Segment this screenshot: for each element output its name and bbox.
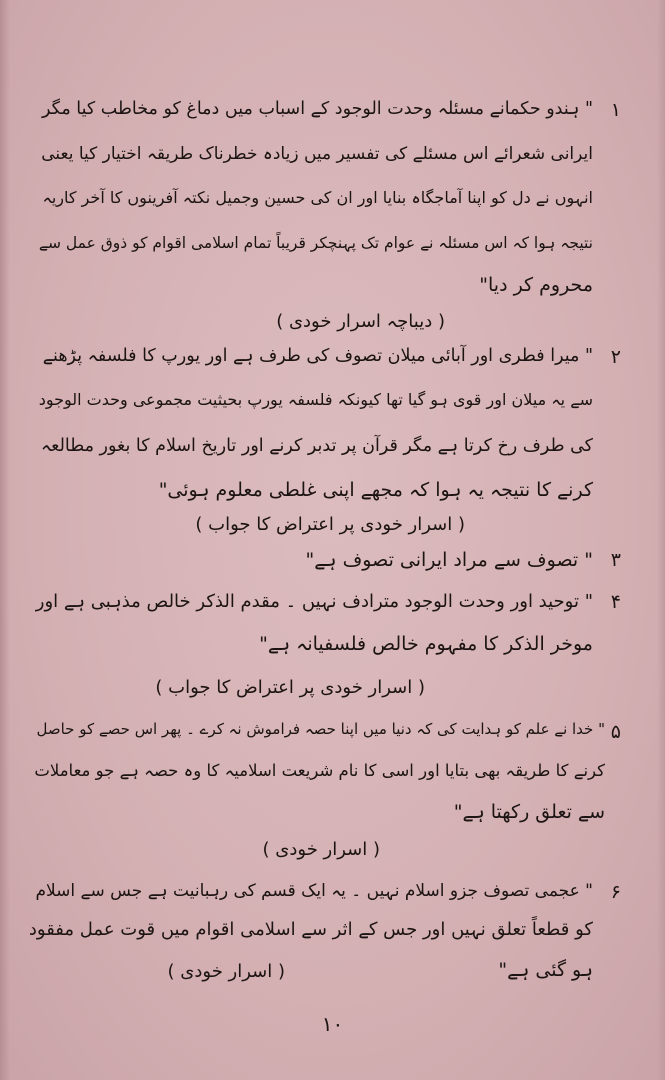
quote-line: ہو گئی ہے" xyxy=(498,959,593,981)
quote-line: موخر الذکر کا مفہوم خالص فلسفیانہ ہے" xyxy=(259,633,593,655)
quote-source: ( دیباچہ اسرار خودی ) xyxy=(276,311,445,332)
quote-source: ( اسرار خودی ) xyxy=(262,839,380,860)
quote-line: کرنے کا نتیجہ یہ ہوا کہ مجھے اپنی غلطی معلوم ہوئی" xyxy=(158,479,593,501)
quote-line: " عجمی تصوف جزو اسلام نہیں ۔ یہ ایک قسم کی رہبانیت ہے جس سے اسلام xyxy=(35,881,593,901)
quote-source: ( اسرار خودی پر اعتراض کا جواب ) xyxy=(195,514,465,535)
quote-source: ( اسرار خودی پر اعتراض کا جواب ) xyxy=(155,677,425,698)
page-edge-shadow-right xyxy=(657,0,665,1080)
quote-line: " تصوف سے مراد ایرانی تصوف ہے" xyxy=(305,549,593,571)
quote-line: نتیجہ ہوا کہ اس مسئلہ نے عوام تک پہنچکر قریباً تمام اسلامی اقوام کو ذوق عمل سے xyxy=(38,234,593,252)
quote-source: ( اسرار خودی ) xyxy=(167,961,285,982)
item-number: ۳ xyxy=(610,549,621,571)
quote-line: " توحید اور وحدت الوجود مترادف نہیں ۔ مقدم الذکر خالص مذہبی ہے اور xyxy=(35,591,593,612)
quote-line: کو قطعاً تعلق نہیں اور جس کے اثر سے اسلامی اقوام میں قوت عمل مفقود xyxy=(28,919,593,940)
page-edge-shadow-left xyxy=(0,0,10,1080)
quote-line: " خدا نے علم کو ہدایت کی کہ دنیا میں اپنا حصہ فراموش نہ کرے ۔ پھر اس حصے کو حاصل xyxy=(36,720,605,738)
item-number: ۶ xyxy=(610,881,621,903)
quote-line: کرنے کا طریقہ بھی بتایا اور اسی کا نام شریعت اسلامیہ کا وہ حصہ ہے جو معاملات xyxy=(34,761,605,780)
item-number: ۴ xyxy=(610,591,621,613)
quote-line: انہوں نے دل کو اپنا آماجگاہ بنایا اور ان کی حسین وجمیل نکتہ آفرینوں کا آخر کاریہ xyxy=(42,188,593,207)
page-number: ۱۰ xyxy=(321,1012,344,1036)
quote-line: " میرا فطری اور آبائی میلان تصوف کی طرف ہے اور یورپ کا فلسفہ پڑھنے xyxy=(42,346,593,366)
quote-line: سے یہ میلان اور قوی ہو گیا تھا کیونکہ فلسفہ یورپ بحیثیت مجموعی وحدت الوجود xyxy=(38,390,593,409)
item-number: ۲ xyxy=(610,346,621,368)
item-number: ۱ xyxy=(610,99,621,121)
quote-line: محروم کر دیا" xyxy=(479,274,593,296)
quote-line: " ہندو حکمانے مسئلہ وحدت الوجود کے اسباب میں دماغ کو مخاطب کیا مگر xyxy=(42,99,593,119)
quote-line: سے تعلق رکھتا ہے" xyxy=(453,801,605,823)
quote-line: ایرانی شعرائے اس مسئلے کی تفسیر میں زیادہ خطرناک طریقہ اختیار کیا یعنی xyxy=(41,144,593,164)
item-number: ۵ xyxy=(610,721,621,743)
quote-line: کی طرف رخ کرتا ہے مگر قرآن پر تدبر کرنے اور تاریخ اسلام کا بغور مطالعہ xyxy=(40,436,593,456)
